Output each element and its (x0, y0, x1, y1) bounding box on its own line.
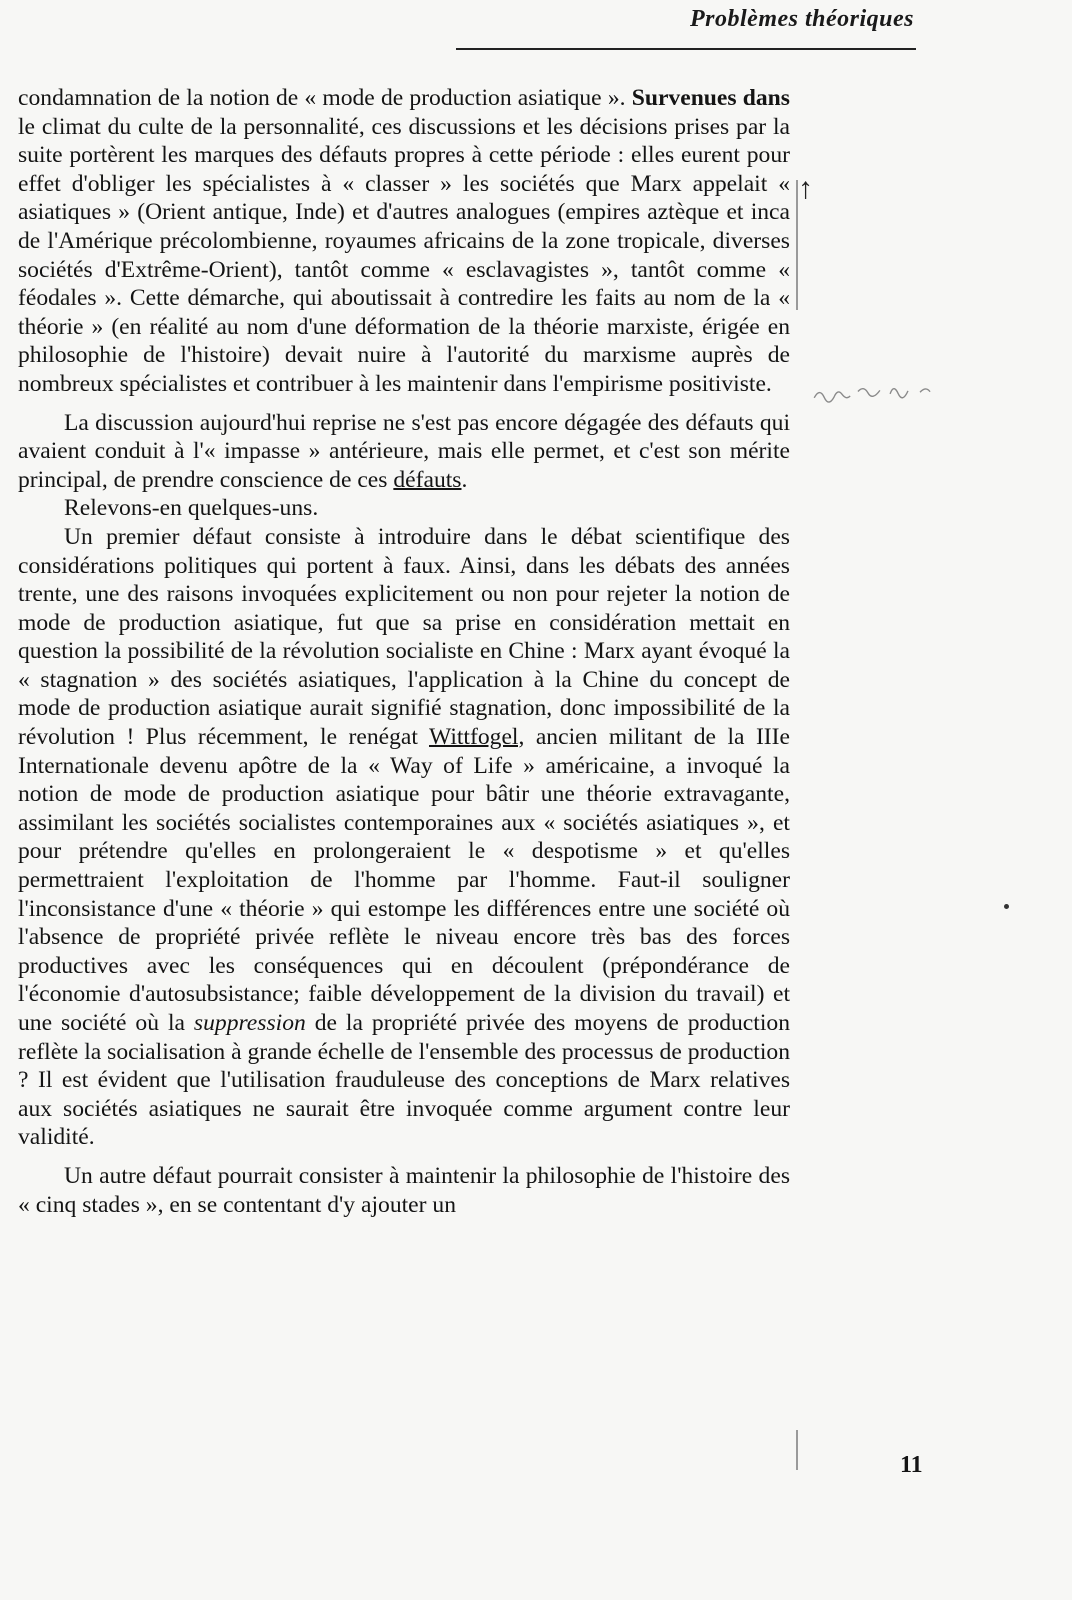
paragraph-continued (18, 84, 790, 399)
page-number: 11 (900, 1452, 923, 1478)
running-header: Problèmes théoriques (690, 6, 914, 32)
p1-rest: le climat du culte de la personnalité, ces discussions et les décisions prises par la suite portèrent les marques des défauts propres à cette période : elles eurent pour effet d'obliger les spécialistes à « classer » les sociétés que Marx appelait « asiatiques » (Orient antique, Inde) et d'autres analogues (empires aztèque et inca de l'Amérique précolombienne, royaumes africains de la zone tropicale, diverses sociétés d'Extrême-Orient), tantôt comme « esclavagistes », tantôt comme « féodales ». Cette démarche, qui aboutissait à contredire les faits au nom de la « théorie » (en réalité au nom d'une déformation de la théorie marxiste, érigée en philosophie de l'histoire) devait nuire à l'autorité du marxisme auprès de nombreux spécialistes et contribuer à les maintenir dans l'empirisme positiviste. (18, 113, 790, 397)
body-text (18, 84, 790, 1219)
p4-underlined-name: Wittfogel, (429, 724, 525, 751)
paragraph-autre-defaut: Un autre défaut pourrait consister à maintenir la philosophie de l'histoire des « cinq stades », en se contentant d'y ajouter un (18, 1162, 790, 1218)
p4-part-c: de la propriété privée des moyens de production reflète la socialisation à grande échelle de l'ensemble des processus de production ? Il est évident que l'utilisation frauduleuse des conceptions de Marx relatives aux sociétés asiatiques ne saurait être invoquée comme argument contre leur validité. (18, 1010, 790, 1151)
margin-mark-line (796, 1430, 798, 1470)
margin-scribble (811, 376, 962, 408)
p4-italic-word: suppression (193, 1010, 306, 1036)
paragraph-discussion (18, 409, 790, 495)
p2-main: La discussion aujourd'hui reprise ne s'est pas encore dégagée des défauts qui avaient conduit à l'« impasse » antérieure, mais elle permet, et c'est son mérite principal, de prendre conscience de ces (18, 409, 790, 493)
p2-end: . (461, 466, 468, 493)
handwriting-scribble-icon (811, 376, 962, 404)
paragraph-premier-defaut (18, 523, 790, 1152)
header-rule (456, 48, 916, 50)
paragraph-relevons: Relevons-en quelques-uns. (64, 495, 319, 522)
p1-lead: condamnation de la notion de « mode de production asiatique ». (18, 85, 632, 111)
margin-mark-line (796, 180, 798, 310)
ink-speck (1004, 904, 1009, 909)
margin-arrow-icon: ↑ (798, 172, 813, 205)
p1-bold-phrase: Survenues dans (631, 85, 790, 111)
p4-part-a: Un premier défaut consiste à introduire dans le débat scientifique des considérations politiques qui portent à faux. Ainsi, dans les débats des années trente, une des raisons invoquées explicitement ou non pour rejeter la notion de mode de production asiatique, fut que sa prise en considération mettait en question la possibilité de la révolution socialiste en Chine : Marx ayant évoqué la « stagnation » des sociétés asiatiques, l'application à la Chine du concept de mode de production asiatique aurait signifié stagnation, donc impossibilité de la révolution ! Plus récemment, le renégat (18, 523, 790, 751)
p4-part-b: ancien militant de la IIIe Internationale devenu apôtre de la « Way of Life » américaine, a invoqué la notion de mode de production asiatique pour bâtir une théorie extravagante, assimilant les sociétés socialistes contemporaines aux « sociétés asiatiques », et pour prétendre qu'elles en prolongeraient le « despotisme » et qu'elles permettraient l'exploitation de l'homme par l'homme. Faut-il souligner l'inconsistance d'une « théorie » qui estompe les différences entre une société où l'absence de propriété privée reflète le niveau encore très bas des forces productives avec les conséquences qui en découlent (prépondérance de l'économie d'autosubsistance; faible développement de la division du travail) et une société où la (18, 724, 790, 1036)
p2-underlined-word: défauts (393, 466, 462, 493)
